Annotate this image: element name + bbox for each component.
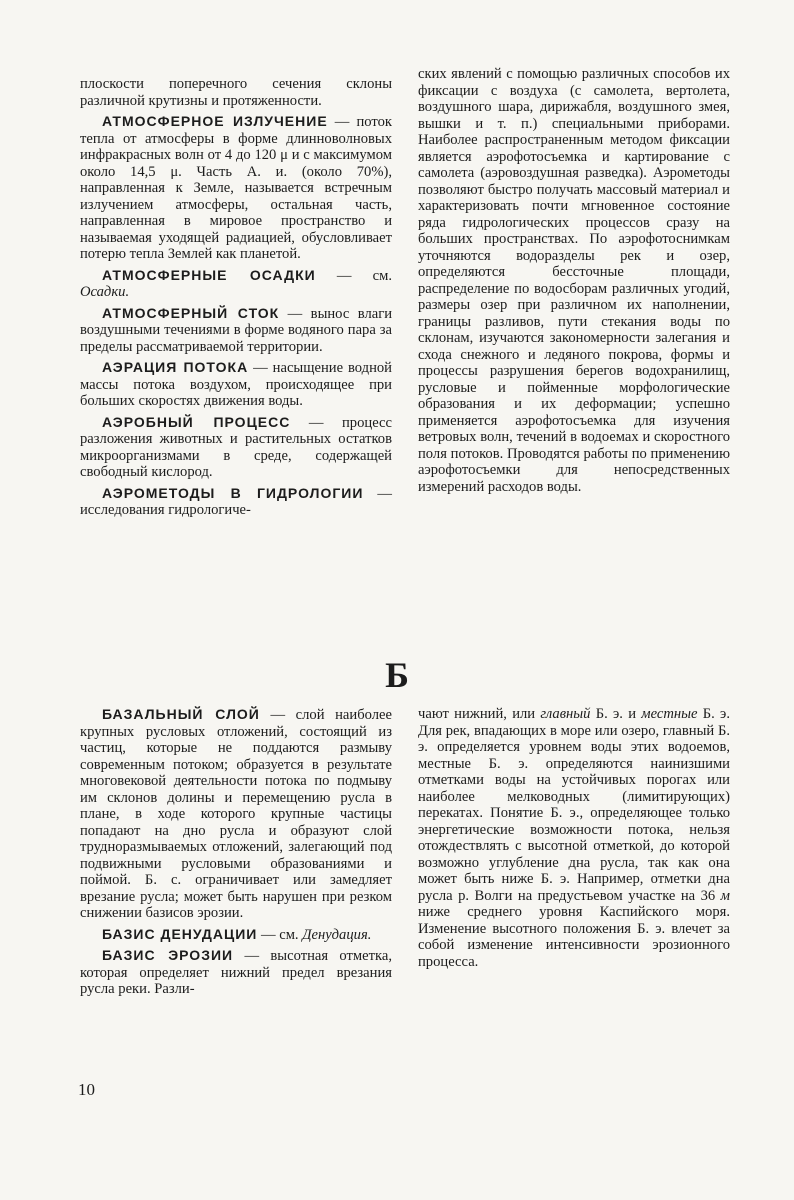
entry-atmospheric-radiation <box>80 113 392 263</box>
entry-atmospheric-runoff <box>80 305 392 356</box>
entry-term: АЭРАЦИЯ ПОТОКА <box>102 359 249 375</box>
entry-atmospheric-precipitation <box>80 267 392 301</box>
entry-definition: — высотная отметка, которая определяет нижний предел врезания русла реки. Разли- <box>80 948 392 997</box>
page-number: 10 <box>78 1080 95 1099</box>
italic-term: местные <box>641 706 698 722</box>
cross-reference: Денудация. <box>302 926 372 943</box>
entry-flow-aeration <box>80 359 392 410</box>
italic-unit: м <box>720 887 730 904</box>
entry-aerobic-process <box>80 414 392 481</box>
continued-text: ских явлений с помощью различных способов их фиксации с воздуха (с самолета, вертолета, воздушного шара, дирижабля, воздушного змея, вышки и т. п.) специальными приборами. Наиболее распространенным методом фиксации является аэрофотосъемка и картирование с самолета (аэровоздушная разведка). Аэрометоды позволяют быстро получать массовый материал и характеризовать почти мгновенное состояние ряда гидрологических процессов сразу на больших пространствах. По аэрофотоснимкам уточняются водоразделы рек и озер, определяются бессточные площади, распределение по водосборам различных угодий, размеры озер при различном их наполнении, границы разливов, пути стекания воды по склонам, изучаются закономерности залегания и схода снежного и ледяного покрова, формы и процессы разрушения берегов водохранилищ, русловые и пойменные морфологические образования и их деформации; успешно применяется аэрофотосъемка для изучения ветровых волн, течений в водоемах и скоростного поля потоков. Проводятся работы по применению аэрофотосъемки для непосредственных измерений расходов воды. <box>418 66 730 495</box>
entry-term: АТМОСФЕРНЫЕ ОСАДКИ <box>102 266 316 283</box>
continued-text <box>418 706 730 970</box>
entry-erosion-base <box>80 947 392 998</box>
entry-definition: — исследования гидрологиче- <box>80 485 393 518</box>
entry-term: АТМОСФЕРНОЕ ИЗЛУЧЕНИЕ <box>102 113 328 129</box>
entry-term: АЭРОБНЫЙ ПРОЦЕСС <box>102 413 291 430</box>
cross-reference: Осадки. <box>80 284 130 300</box>
column-bottom-right <box>418 706 730 970</box>
text-run: Б. э. и <box>590 706 642 722</box>
column-top-left <box>80 76 392 519</box>
see-label: — см. <box>315 267 392 284</box>
text-run: ниже среднего уровня Каспийского моря. Изменение высотного положения Б. э. влечет за собой изменение интенсивности эрозионного процесса. <box>418 904 730 970</box>
entry-definition: — слой наиболее крупных русловых отложений, состоящий из частиц, которые не поддаются размыву современным потоком; образуется в результате многовековой деятельности потока по подмыву им склонов долины и перемещению русла в плане, в ходе которого крупные частицы попадают на дно русла и образуют слой трудноразмываемых отложений, залегающий под подвижными русловыми образованиями и поймой. Б. с. ограничивает или замедляет врезание русла; может быть нарушен при резком снижении базисов эрозии. <box>80 707 392 921</box>
entry-definition: — процесс разложения животных и растительных остатков микроорганизмами в среде, содержащей свободный кислород. <box>80 414 392 480</box>
entry-basal-layer <box>80 706 392 922</box>
entry-term: БАЗАЛЬНЫЙ СЛОЙ <box>102 706 260 722</box>
section-letter: Б <box>385 655 409 695</box>
entry-term: АТМОСФЕРНЫЙ СТОК <box>102 304 280 321</box>
entry-denudation-base <box>80 926 392 944</box>
see-label: — см. <box>257 926 303 943</box>
continued-text: плоскости поперечного сечения склоны различной крутизны и протяженности. <box>80 76 392 109</box>
entry-term: АЭРОМЕТОДЫ В ГИДРОЛОГИИ <box>102 484 364 501</box>
entry-term: БАЗИС ЭРОЗИИ <box>102 947 234 963</box>
column-top-right <box>418 66 730 495</box>
entry-term: БАЗИС ДЕНУДАЦИИ <box>102 925 258 942</box>
entry-definition: — поток тепла от атмосферы в форме длинноволновых инфракрасных волн от 4 до 120 μ и с максимумом около 14,5 μ. Часть А. и. (около 70%), направленная к Земле, называется встречным излучением атмосферы, остальная часть, направленная в мировое пространство и называемая уходящей радиацией, обусловливает потерю тепла Землей как планетой. <box>80 114 392 262</box>
italic-term: главный <box>540 706 591 722</box>
text-run: чают нижний, или <box>418 706 541 722</box>
column-bottom-left <box>80 706 392 998</box>
entry-aeromethods <box>80 485 392 519</box>
entry-definition: — насыщение водной массы потока воздухом, происходящее при больших скоростях движения воды. <box>80 360 392 409</box>
entry-definition: — вынос влаги воздушными течениями в форме водяного пара за пределы рассматриваемой территории. <box>80 305 393 355</box>
text-run: Б. э. Для рек, впадающих в море или озеро, главный Б. э. определяется уровнем воды этих водоемов, местные Б. э. определяются наинизшими отметками воды на устойчивых порогах или наиболее мелководных (лимитирующих) перекатах. Понятие Б. э., определяющее только энергетические возможности потока, нельзя отождествлять с высотной отметкой, до которой возможно углубление дна русла, так как она может быть ниже Б. э. Например, отметки дна русла р. Волги на предустьевом участке на 36 <box>418 706 730 904</box>
